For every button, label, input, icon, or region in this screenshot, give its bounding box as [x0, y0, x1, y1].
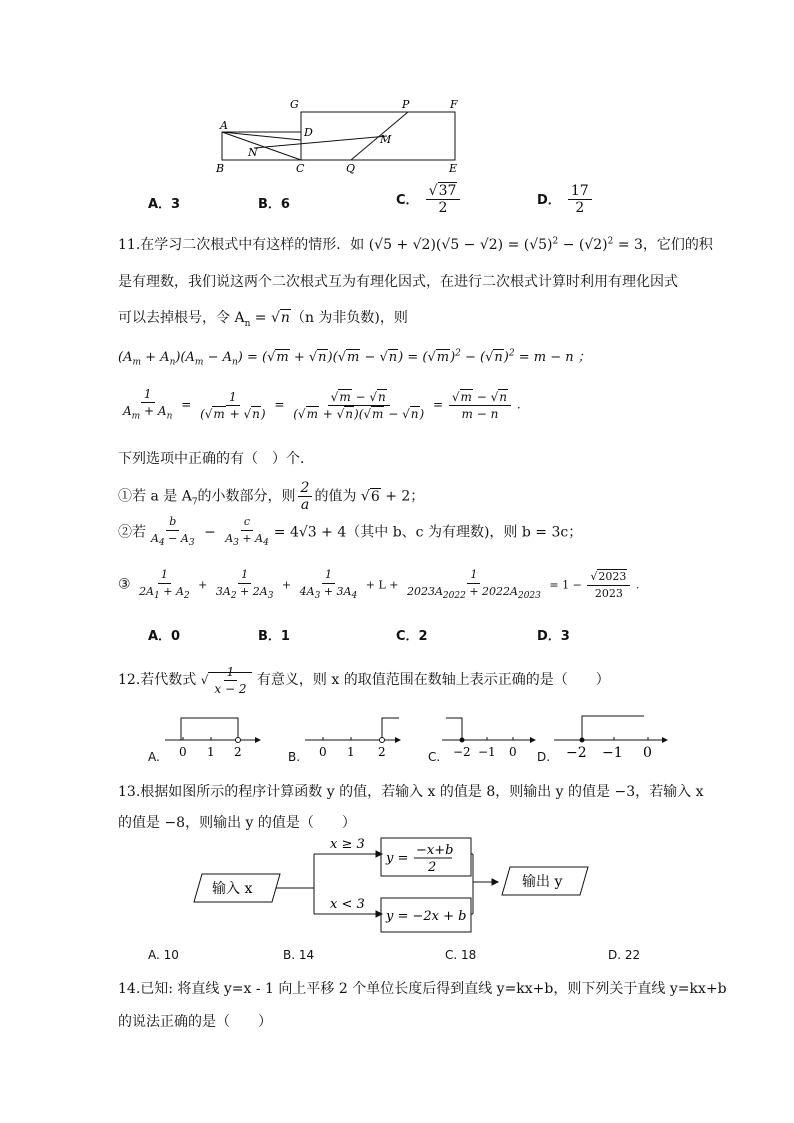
q13-flowchart — [190, 834, 590, 940]
label-D: D — [304, 126, 313, 139]
label-M: M — [380, 133, 392, 146]
q10-option-a[interactable]: A．3 — [148, 197, 181, 212]
q12-numberline-c[interactable] — [440, 708, 540, 760]
output-label: 输出 y — [522, 874, 563, 890]
q12-option-a-label[interactable]: A. — [148, 750, 160, 764]
q11-example-expression: $(√5 + √2)(√5 - √2) = (√5)^2 - (√2)^2$ — [368, 236, 614, 253]
q13-option-c[interactable]: C. 18 — [445, 948, 477, 962]
q13-line2: 的值是 −8，则输出 y 的值是（ ） — [118, 815, 356, 831]
svg-text:−1: −1 — [602, 745, 623, 760]
q12-option-b-label[interactable]: B. — [288, 750, 301, 764]
svg-text:0: 0 — [509, 745, 517, 759]
svg-text:2: 2 — [234, 745, 242, 759]
q11-line2: 是有理数，我们说这两个二次根式互为有理化因式，在进行二次根式计算时利用有理化因式 — [118, 274, 678, 290]
svg-text:0: 0 — [179, 745, 187, 759]
svg-text:y =: y = — [386, 851, 409, 866]
q11-item-3: ③ $\frac{1}{2A_1 + A_2}$ + $\frac{1}{3A_2 + 2A_3}$ + $\frac{1}{4A_3 + 3A_4}$ + L + $\frac{1}{2023A_{2022} + 2022A_{2023}}$ = 1 − $\frac{√2023}{2023}$ . — [118, 568, 640, 602]
svg-text:0: 0 — [319, 745, 327, 759]
q10-option-b[interactable]: B．6 — [258, 197, 290, 212]
q11-option-d[interactable]: D．3 — [537, 629, 570, 644]
svg-text:2: 2 — [428, 860, 437, 875]
q12-option-c-label[interactable]: C. — [428, 750, 441, 764]
label-N: N — [248, 146, 258, 159]
label-A: A — [220, 119, 228, 132]
q11-option-b[interactable]: B．1 — [258, 629, 290, 644]
q10-option-d[interactable]: D． $\frac{17}{2}$ — [537, 183, 594, 216]
condition-top: x ≥ 3 — [330, 837, 365, 852]
q12-numberline-d[interactable] — [552, 708, 672, 760]
condition-bottom: x < 3 — [330, 897, 365, 912]
label-Q: Q — [346, 162, 356, 175]
q13-option-b[interactable]: B. 14 — [283, 948, 315, 962]
q14-line1: 14.已知: 将直线 y=x - 1 向上平移 2 个单位长度后得到直线 y=kx+b，则下列关于直线 y=kx+b — [118, 981, 727, 997]
geometry-figure — [212, 96, 472, 178]
q11-option-a[interactable]: A．0 — [148, 629, 181, 644]
q11-item-1: ①若 a 是 $A_7$的小数部分，则 $\frac{2}{a}$ 的值为 √6 + 2； — [118, 480, 425, 513]
q13-line1: 13.根据如图所示的程序计算函数 y 的值，若输入 x 的值是 8，则输出 y 的值是 −3，若输入 x — [118, 784, 704, 800]
svg-text:−2: −2 — [566, 745, 587, 760]
q12-stem: 12.若代数式 √ $\frac{1}{x - 2}$ 有意义，则 x 的取值范围在数轴上表示正确的是（ ） — [118, 665, 610, 696]
q11-line1: 11.在学习二次根式中有这样的情形．如 $(√5 + √2)(√5 - √2) = (√5)^2 - (√2)^2 = 3$，它们的积 — [118, 236, 713, 253]
q12-option-d-label[interactable]: D. — [537, 750, 551, 764]
label-B: B — [216, 162, 225, 175]
svg-text:0: 0 — [643, 745, 652, 760]
q11-option-c[interactable]: C．2 — [396, 629, 428, 644]
label-F: F — [450, 98, 458, 111]
q11-item-2: ②若 $\frac{b}{A_4 - A_3}$ − $\frac{c}{A_3 + A_4}$ = 4√3 + 4（其中 b、c 为有理数)，则 b = 3c； — [118, 515, 583, 549]
q10-option-c[interactable]: C． √ $\frac{37}{2}$ — [396, 183, 462, 216]
input-label: 输入 x — [212, 881, 253, 897]
svg-text:1: 1 — [347, 745, 355, 759]
q12-numberline-a[interactable] — [163, 708, 263, 760]
formula-top — [385, 843, 453, 875]
q13-option-d[interactable]: D. 22 — [608, 948, 641, 962]
q11-identity-2: $\frac{1}{A_m + A_n}$ = $\frac{1}{(√m + √n)}$ = $\frac{√m - √n}{(√m + √n)(√m - √n)}$ = $\frac{√m - √n}{m - n}$ . — [123, 387, 521, 422]
formula-bottom: y = −2x + b — [386, 909, 467, 924]
q14-line2: 的说法正确的是（ ） — [118, 1014, 272, 1030]
label-E: E — [449, 162, 458, 175]
svg-text:−1: −1 — [478, 745, 496, 759]
q13-option-a[interactable]: A. 10 — [148, 948, 179, 962]
q11-prompt: 下列选项中正确的有（ ）个． — [118, 451, 314, 467]
label-C: C — [296, 162, 305, 175]
label-G: G — [290, 98, 299, 111]
q12-numberline-b[interactable] — [303, 708, 403, 760]
q11-identity-1: $(A_m + A_n)(A_m - A_n) = (√m + √n)(√m - √n) = (√m)^2 - (√n)^2 = m - n$ ； — [118, 348, 591, 368]
svg-text:−x+b: −x+b — [416, 843, 454, 858]
svg-text:2: 2 — [378, 745, 386, 759]
svg-text:−2: −2 — [453, 745, 471, 759]
q11-line3: 可以去掉根号，令 $A_n = √n(n$ 为非负数)，则 — [118, 310, 408, 329]
large-rectangle — [301, 112, 455, 160]
label-P: P — [402, 98, 410, 111]
svg-text:1: 1 — [207, 745, 215, 759]
